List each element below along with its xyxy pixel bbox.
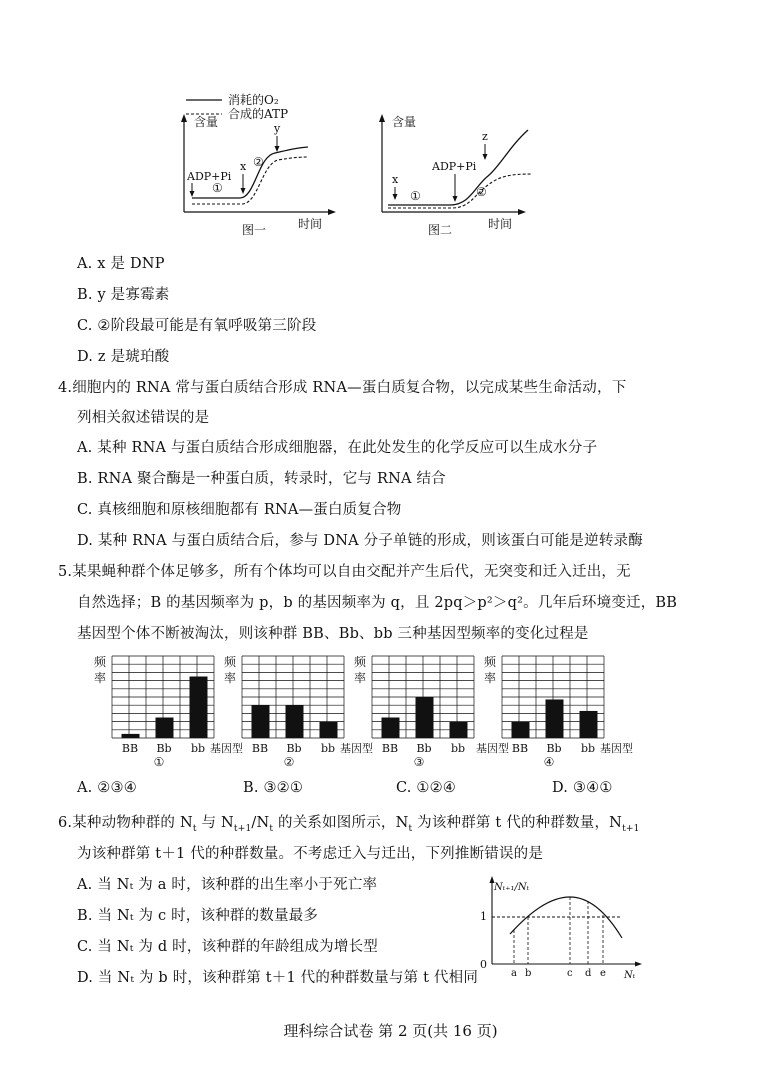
chart-number-label: ② [283,755,295,769]
fig1-adp-label: ADP+Pi [187,170,232,183]
q6-option-b: B. 当 Nₜ 为 c 时，该种群的数量最多 [77,908,319,924]
legend-solid-label: 消耗的O₂ [228,93,279,107]
bar-BB [122,734,140,738]
bar-BB [512,722,530,738]
q5-option-b: B. ③②① [243,780,304,796]
q6-stem-part: /N [251,815,270,831]
fig2-stage1: ① [410,189,421,203]
q4-option-d: D. 某种 RNA 与蛋白质结合后，参与 DNA 分子单链的形成，则该蛋白可能是逆转录酶 [77,533,643,549]
q4-stem-line1: 4.细胞内的 RNA 常与蛋白质结合形成 RNA—蛋白质复合物，以完成某些生命活动，下 [58,380,627,396]
q5-stem-line1: 5.某果蝇种群个体足够多，所有个体均可以自由交配并产生后代，无突变和迁入迁出，无 [58,564,631,580]
q6-tick-d: d [585,968,592,979]
q4-stem-line2: 列相关叙述错误的是 [77,410,210,426]
fig1-xlabel: 时间 [298,217,323,231]
figure-1 [181,114,336,237]
bar-bb [450,722,468,738]
chart-ylabel: 频 [94,655,107,669]
q5-option-c: C. ①②④ [396,780,456,796]
bar-Bb [416,697,434,738]
fig2-stage2: ② [476,185,487,199]
tick-label-bb: bb [190,742,206,755]
chart-number-label: ① [153,755,165,769]
q6-stem-part: 6.某种动物种群的 N [58,815,193,831]
q3-option-b: B. y 是寡霉素 [77,287,170,303]
tick-label-BB: BB [511,742,529,755]
chart-ylabel: 率 [224,671,237,685]
q6-tick-b: b [525,968,532,979]
q6-tick-e: e [600,968,606,979]
fig2-x-label: x [392,173,399,186]
fig2-z-label: z [482,130,488,143]
q5-option-a: A. ②③④ [77,780,137,796]
fig1-caption: 图一 [242,223,267,237]
bar-BB [252,705,270,738]
chart-number-label: ④ [543,755,555,769]
axis-suffix-label: 基因型 [210,742,243,755]
bar-BB [382,718,400,739]
chart-ylabel: 率 [94,671,107,685]
tick-label-BB: BB [251,742,269,755]
bar-Bb [546,699,564,738]
chart-ylabel: 频 [484,655,497,669]
q3-option-d: D. z 是琥珀酸 [77,349,170,365]
chart-number-label: ③ [413,755,425,769]
axis-suffix-label: 基因型 [600,742,633,755]
tick-label-BB: BB [121,742,139,755]
chart-ylabel: 频 [224,655,237,669]
tick-label-BB: BB [381,742,399,755]
fig1-stage2: ② [253,155,264,169]
q4-option-c: C. 真核细胞和原核细胞都有 RNA—蛋白质复合物 [77,502,402,518]
q6-stem-line1: 6.某种动物种群的 $N_t$ 与 $N_{t+1}/N_t$ 的关系如图所示，$N_t$ 为该种群第 t 代的种群数量，$N_{t+1}$ [58,815,640,834]
tick-label-Bb: Bb [156,742,172,755]
q5-stem-line3: 基因型个体不断被淘汰，则该种群 BB、Bb、bb 三种基因型频率的变化过程是 [77,626,589,642]
fig1-stage1: ① [212,181,223,195]
q6-graph-curve [510,897,622,938]
axis-suffix-label: 基因型 [340,742,373,755]
fig2-caption: 图二 [428,223,453,237]
q3-option-a: A. x 是 DNP [77,256,165,272]
bar-bb [190,677,208,739]
q6-graph-zero: 0 [480,958,487,971]
genotype-bar-charts [90,652,650,770]
q6-stem-line2: 为该种群第 t＋1 代的种群数量。不考虑迁入与迁出，下列推断错误的是 [77,846,544,862]
q6-graph [470,872,650,984]
fig2-adp-label: ADP+Pi [432,160,477,173]
bar-Bb [286,705,304,738]
q4-option-a: A. 某种 RNA 与蛋白质结合形成细胞器，在此处发生的化学反应可以生成水分子 [77,440,598,456]
q6-option-a: A. 当 Nₜ 为 a 时，该种群的出生率小于死亡率 [77,877,378,893]
tick-label-Bb: Bb [416,742,432,755]
fig2-ylabel: 含量 [392,115,417,129]
axis-suffix-label: 基因型 [476,742,509,755]
bar-Bb [156,718,174,739]
q5-option-d: D. ③④① [552,780,613,796]
q3-option-c: C. ②阶段最可能是有氧呼吸第三阶段 [77,318,317,334]
q4-option-b: B. RNA 聚合酶是一种蛋白质，转录时，它与 RNA 结合 [77,471,446,487]
tick-label-Bb: Bb [546,742,562,755]
tick-label-bb: bb [320,742,336,755]
figure-2 [379,114,532,237]
tick-label-bb: bb [450,742,466,755]
tick-label-Bb: Bb [286,742,302,755]
q6-tick-a: a [511,968,517,979]
bar-bb [320,722,338,738]
bar-bb [580,711,598,738]
fig1-ylabel: 含量 [194,115,219,129]
chart-ylabel: 率 [484,671,497,685]
q6-graph-one: 1 [480,910,487,923]
legend-dashed-label: 合成的ATP [228,107,289,121]
q6-graph-xlabel: Nₜ [624,970,636,981]
fig1-x-label: x [240,160,247,173]
q6-option-d: D. 当 Nₜ 为 b 时，该种群第 t＋1 代的种群数量与第 t 代相同 [77,970,479,986]
top-figures [170,88,540,238]
chart-ylabel: 频 [354,655,367,669]
q6-tick-c: c [567,968,573,979]
q6-stem-part: 与 N [196,815,234,831]
q5-stem-line2: 自然选择；B 的基因频率为 p，b 的基因频率为 q，且 2pq＞p²＞q²。几年后环境变迁，BB [77,595,678,611]
q6-graph-ylabel: Nₜ₊₁/Nₜ [494,882,530,893]
fig2-xlabel: 时间 [488,217,513,231]
q6-option-c: C. 当 Nₜ 为 d 时，该种群的年龄组成为增长型 [77,939,378,955]
q6-stem-part: 的关系如图所示，N [273,815,409,831]
q6-stem-part: 为该种群第 t 代的种群数量，N [412,815,623,831]
fig1-y-label: y [274,122,281,135]
tick-label-bb: bb [580,742,596,755]
page-footer: 理科综合试卷 第 2 页(共 16 页) [283,1022,498,1040]
chart-ylabel: 率 [354,671,367,685]
